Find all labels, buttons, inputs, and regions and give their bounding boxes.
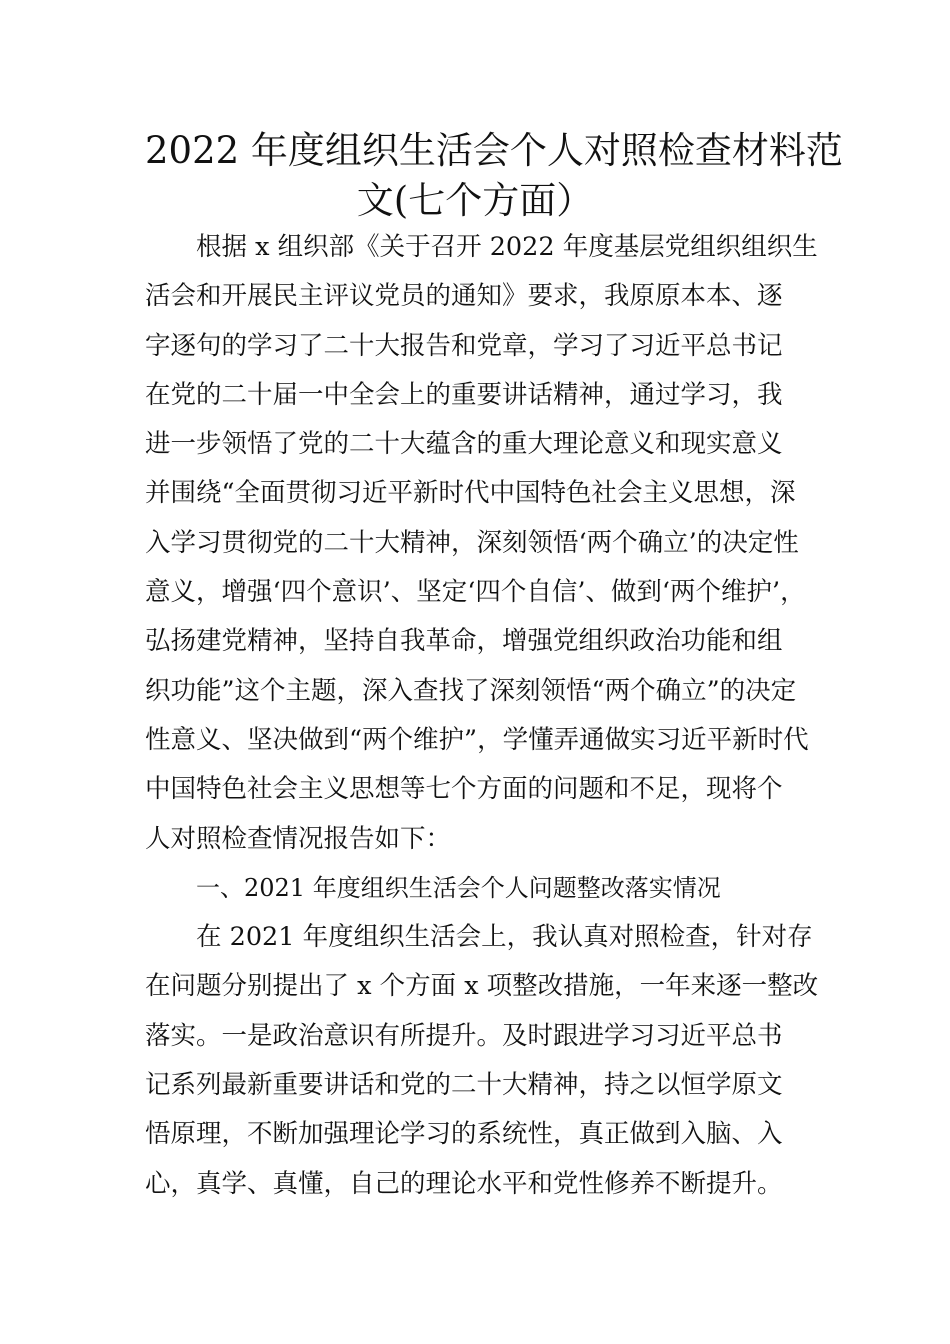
intro-paragraph-line: 并围绕“全面贯彻习近平新时代中国特色社会主义思想，深 bbox=[145, 478, 796, 509]
section-paragraph-line: 记系列最新重要讲话和党的二十大精神，持之以恒学原文 bbox=[145, 1070, 783, 1101]
section-paragraph-line: 落实。一是政治意识有所提升。及时跟进学习习近平总书 bbox=[145, 1020, 783, 1051]
intro-paragraph-line: 性意义、坚决做到“两个维护”，学懂弄通做实习近平新时代 bbox=[145, 724, 809, 755]
section-paragraph-line: 在 2021 年度组织生活会上，我认真对照检查，针对存 bbox=[196, 922, 813, 953]
intro-paragraph-line: 意义，增强‘四个意识’、坚定‘四个自信’、做到‘两个维护’， bbox=[145, 577, 806, 608]
section-paragraph-line: 在问题分别提出了 x 个方面 x 项整改措施，一年来逐一整改 bbox=[145, 971, 819, 1002]
intro-paragraph-line: 中国特色社会主义思想等七个方面的问题和不足，现将个 bbox=[145, 774, 783, 805]
intro-paragraph-line: 字逐句的学习了二十大报告和党章，学习了习近平总书记 bbox=[145, 330, 783, 361]
intro-paragraph-line: 进一步领悟了党的二十大蕴含的重大理论意义和现实意义 bbox=[145, 429, 783, 460]
intro-paragraph-line: 根据 x 组织部《关于召开 2022 年度基层党组织组织生 bbox=[196, 232, 818, 262]
document-title-line-1: 2022 年度组织生活会个人对照检查材料范 bbox=[145, 129, 843, 172]
intro-paragraph-line: 人对照检查情况报告如下： bbox=[145, 823, 452, 854]
section-paragraph-line: 心，真学、真懂，自己的理论水平和党性修养不断提升。 bbox=[145, 1168, 783, 1199]
intro-paragraph-line: 织功能”这个主题，深入查找了深刻领悟“两个确立”的决定 bbox=[145, 675, 797, 706]
section-paragraph-line: 悟原理，不断加强理论学习的系统性，真正做到入脑、入 bbox=[145, 1119, 783, 1150]
intro-paragraph-line: 活会和开展民主评议党员的通知》要求，我原原本本、逐 bbox=[145, 281, 783, 312]
document-body bbox=[145, 223, 825, 1209]
section-heading: 一、2021 年度组织生活会个人问题整改落实情况 bbox=[196, 873, 721, 902]
intro-paragraph-line: 在党的二十届一中全会上的重要讲话精神，通过学习，我 bbox=[145, 379, 783, 410]
intro-paragraph-line: 弘扬建党精神，坚持自我革命，增强党组织政治功能和组 bbox=[145, 626, 783, 657]
document-title-line-2: 文(七个方面） bbox=[356, 179, 594, 222]
intro-paragraph-line: 入学习贯彻党的二十大精神，深刻领悟‘两个确立’的决定性 bbox=[145, 527, 799, 558]
